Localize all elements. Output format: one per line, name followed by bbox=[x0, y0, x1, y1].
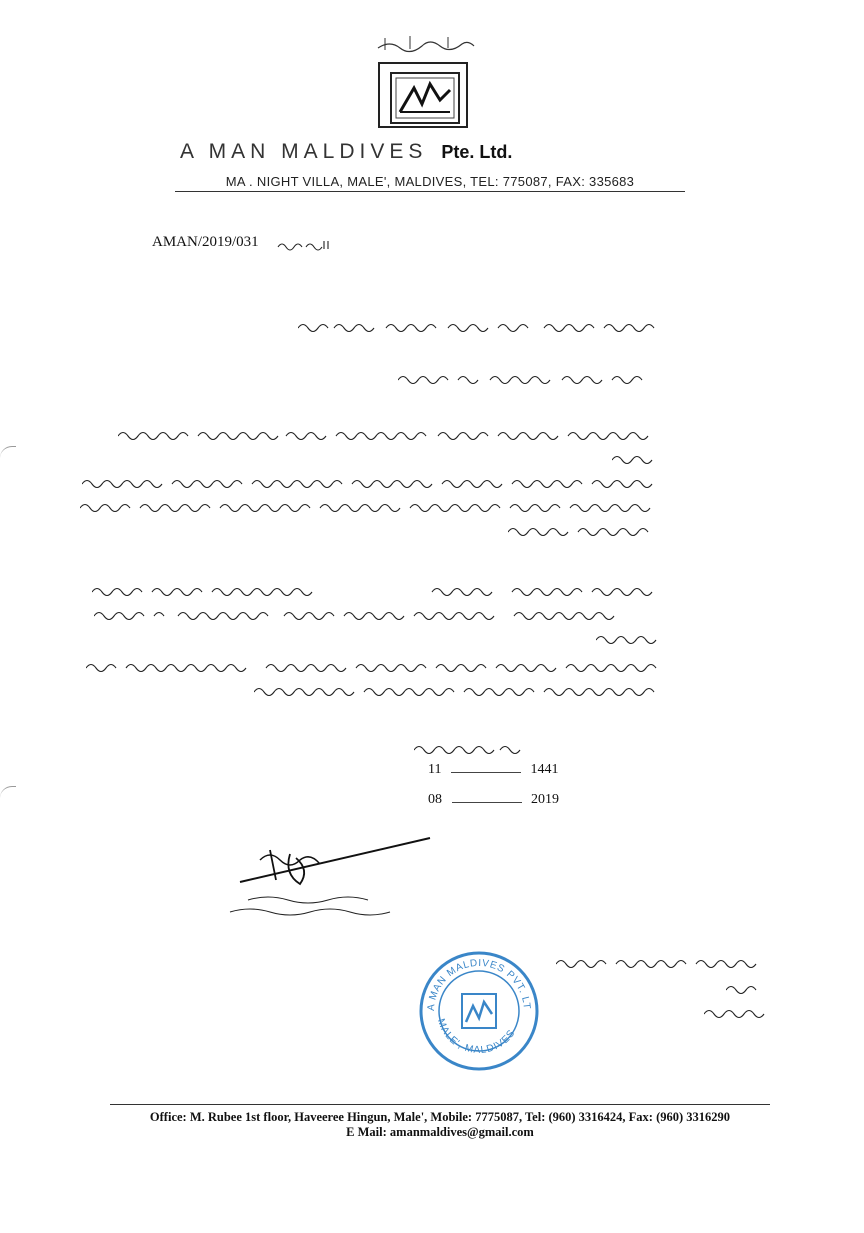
stamp-top-text: A MAN MALDIVES PVT. LT bbox=[425, 957, 533, 1012]
paragraph-4-line-1 bbox=[86, 656, 662, 674]
paragraph-3-line-3 bbox=[596, 628, 662, 646]
reference-text: AMAN/2019/031 bbox=[152, 234, 259, 250]
footer-rule bbox=[110, 1104, 770, 1105]
signoff-line-3 bbox=[704, 1002, 766, 1020]
paragraph-3-line-1 bbox=[92, 580, 662, 598]
paragraph-1-line-2 bbox=[612, 448, 658, 466]
company-name: A MAN MALDIVES bbox=[180, 140, 428, 163]
hijri-date bbox=[428, 762, 558, 778]
paragraph-2-line-2 bbox=[80, 496, 662, 514]
greg-day: 08 bbox=[428, 792, 442, 807]
subject-line bbox=[398, 368, 658, 386]
signoff-line-1 bbox=[556, 952, 766, 970]
paragraph-2-line-1 bbox=[82, 472, 662, 490]
address-text: MA . NIGHT VILLA, MALE', MALDIVES, TEL: 775087, FAX: 335683 bbox=[225, 174, 635, 189]
paragraph-1-line-1 bbox=[118, 424, 658, 442]
address-line bbox=[175, 174, 685, 192]
greg-year: 2019 bbox=[531, 792, 559, 807]
closing-line bbox=[414, 738, 528, 756]
margin-mark-bottom bbox=[0, 786, 16, 799]
signature bbox=[220, 820, 440, 920]
hijri-year: 1441 bbox=[530, 762, 559, 777]
paragraph-2-line-3 bbox=[508, 520, 662, 538]
company-name-row bbox=[180, 140, 680, 170]
footer-email: E Mail: amanmaldives@gmail.com bbox=[346, 1125, 534, 1139]
mountain-logo-icon bbox=[392, 74, 458, 122]
stamp-bottom-text: MALE', MALDIVES bbox=[434, 1017, 518, 1057]
company-stamp bbox=[418, 950, 540, 1072]
basmala-calligraphy bbox=[370, 30, 480, 58]
margin-mark-top bbox=[0, 446, 16, 459]
reference-label-dhivehi bbox=[276, 235, 332, 253]
footer bbox=[110, 1110, 770, 1140]
paragraph-4-line-2 bbox=[254, 680, 662, 698]
basmala bbox=[370, 30, 480, 58]
footer-office: Office: M. Rubee 1st floor, Haveeree Hingun, Male', Mobile: 7775087, Tel: (960) 3316424, Fax: (960) 3316290 bbox=[149, 1110, 731, 1124]
paragraph-3-line-2 bbox=[94, 604, 662, 622]
gregorian-date bbox=[428, 792, 559, 808]
company-suffix: Pte. Ltd. bbox=[441, 142, 513, 162]
company-logo bbox=[378, 62, 468, 128]
reference-number bbox=[152, 234, 259, 251]
addressee-line bbox=[298, 316, 658, 334]
signature-scribble bbox=[220, 820, 440, 920]
signoff-line-2 bbox=[726, 978, 766, 996]
hijri-day: 11 bbox=[428, 762, 442, 777]
